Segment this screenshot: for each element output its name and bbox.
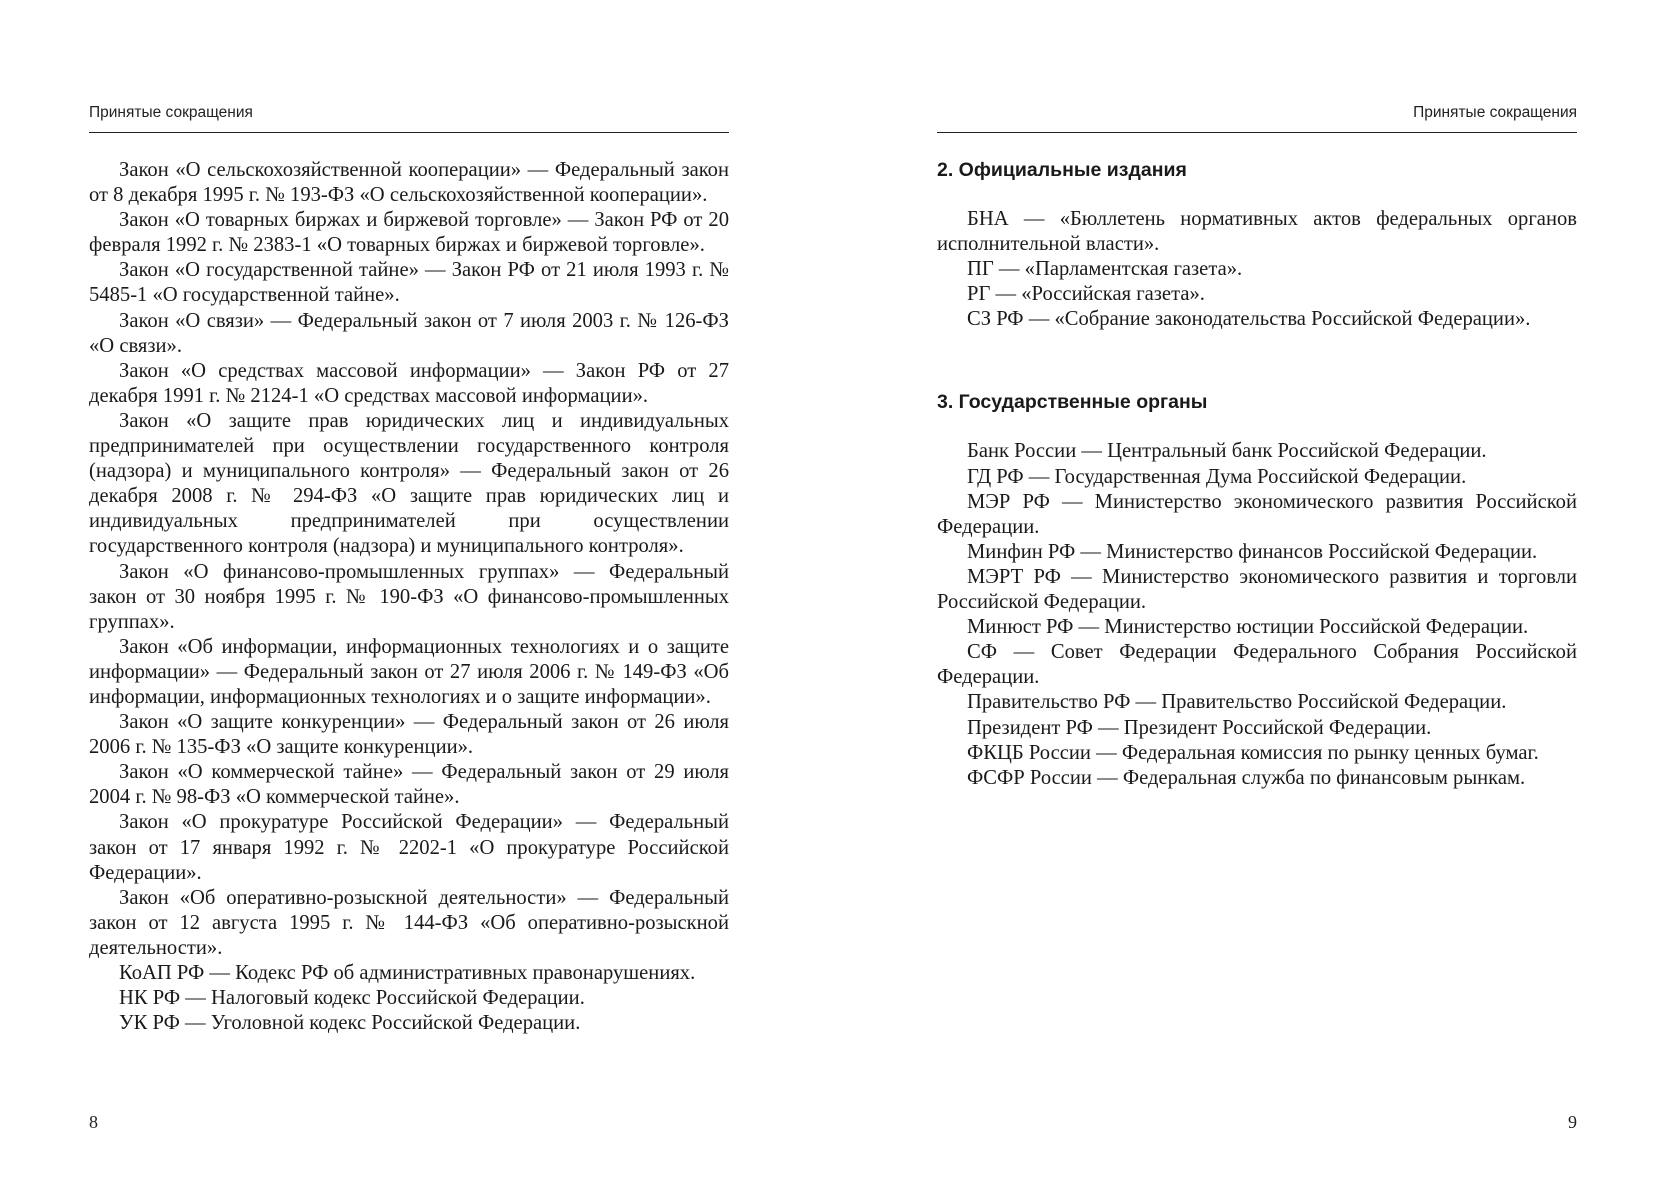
abbreviation-entry: Банк России — Центральный банк Российской Федерации. bbox=[967, 440, 1487, 463]
abbreviation-entry: Закон «О государственной тайне» — Закон РФ от 21 июля 1993 г. № 5485-1 «О государственной тайне». bbox=[89, 259, 729, 307]
section-heading-official-publications: 2. Официальные издания bbox=[937, 159, 1187, 181]
running-head-left: Принятые сокращения bbox=[89, 104, 729, 133]
abbreviation-entry: Закон «О товарных биржах и биржевой торговле» — Закон РФ от 20 февраля 1992 г. № 2383-1 «О товарных биржах и биржевой торговле». bbox=[89, 209, 729, 257]
right-page-body bbox=[937, 158, 1577, 791]
abbreviation-entry: МЭР РФ — Министерство экономического развития Российской Федерации. bbox=[937, 490, 1577, 538]
abbreviation-entry: ПГ — «Парламентская газета». bbox=[967, 258, 1243, 281]
abbreviation-entry: МЭРТ РФ — Министерство экономического развития и торговли Российской Федерации. bbox=[937, 565, 1577, 614]
abbreviation-entry: КоАП РФ — Кодекс РФ об административных правонарушениях. bbox=[119, 962, 696, 984]
abbreviation-entry: НК РФ — Налоговый кодекс Российской Федерации. bbox=[119, 987, 585, 1010]
page-number-left: 8 bbox=[89, 1112, 98, 1132]
abbreviation-entry: Закон «О финансово-промышленных группах» — Федеральный закон от 30 ноября 1995 г. № 190-ФЗ «О финансово-промышленных группах». bbox=[89, 560, 729, 633]
abbreviation-entry: ФКЦБ России — Федеральная комиссия по рынку ценных бумаг. bbox=[967, 741, 1539, 764]
abbreviation-entry: РГ — «Российская газета». bbox=[967, 283, 1205, 306]
abbreviation-entry: Закон «О связи» — Федеральный закон от 7 июля 2003 г. № 126-ФЗ «О связи». bbox=[89, 309, 729, 357]
abbreviation-entry: Закон «О коммерческой тайне» — Федеральный закон от 29 июля 2004 г. № 98-ФЗ «О коммерческой тайне». bbox=[89, 761, 729, 809]
abbreviation-entry: Закон «Об информации, информационных технологиях и о защите информации» — Федеральный закон от 27 июля 2006 г. № 149-ФЗ «Об информации, информационных технологиях и о защите информации». bbox=[89, 635, 729, 708]
abbreviation-entry: УК РФ — Уголовной кодекс Российской Федерации. bbox=[119, 1012, 581, 1035]
abbreviation-entry: СЗ РФ — «Собрание законодательства Российской Федерации». bbox=[967, 308, 1531, 331]
running-head-right: Принятые сокращения bbox=[937, 104, 1577, 133]
abbreviation-entry: Минюст РФ — Министерство юстиции Российской Федерации. bbox=[967, 616, 1529, 639]
abbreviation-entry: БНА — «Бюллетень нормативных актов федеральных органов исполнительной власти». bbox=[937, 208, 1577, 256]
abbreviation-entry: Закон «О прокуратуре Российской Федерации» — Федеральный закон от 17 января 1992 г. № 2202-1 «О прокуратуре Российской Федерации». bbox=[89, 811, 729, 884]
abbreviation-entry: Закон «О средствах массовой информации» — Закон РФ от 27 декабря 1991 г. № 2124-1 «О средствах массовой информации». bbox=[89, 359, 729, 407]
abbreviation-entry: Закон «Об оперативно-розыскной деятельности» — Федеральный закон от 12 августа 1995 г. № 144-ФЗ «Об оперативно-розыскной деятельности». bbox=[89, 886, 729, 959]
abbreviation-entry: Закон «О защите конкуренции» — Федеральный закон от 26 июля 2006 г. № 135-ФЗ «О защите конкуренции». bbox=[89, 711, 729, 759]
right-page bbox=[937, 0, 1577, 1199]
abbreviation-entry: Закон «О защите прав юридических лиц и индивидуальных предпринимателей при осуществлении государственного контроля (надзора) и муниципального контроля» — Федеральный закон от 26 декабря 2008 г. № 294-ФЗ «О защите прав юридических лиц и индивидуальных предпринимателей при осуществлении государственного контроля (надзора) и муниципального контроля». bbox=[89, 409, 729, 558]
abbreviation-entry: Минфин РФ — Министерство финансов Российской Федерации. bbox=[967, 540, 1538, 563]
abbreviation-entry: Закон «О сельскохозяйственной кооперации» — Федеральный закон от 8 декабря 1995 г. № 193-ФЗ «О сельскохозяйственной кооперации». bbox=[89, 159, 729, 207]
abbreviation-entry: Президент РФ — Президент Российской Федерации. bbox=[967, 716, 1432, 739]
section-heading-state-bodies: 3. Государственные органы bbox=[937, 391, 1208, 414]
left-page-body bbox=[89, 158, 729, 1036]
left-page bbox=[89, 0, 729, 1199]
abbreviation-entry: ФСФР России — Федеральная служба по финансовым рынкам. bbox=[967, 766, 1526, 789]
abbreviation-entry: ГД РФ — Государственная Дума Российской Федерации. bbox=[967, 465, 1467, 488]
page-number-right: 9 bbox=[1568, 1112, 1577, 1132]
abbreviation-entry: СФ — Совет Федерации Федерального Собрания Российской Федерации. bbox=[937, 641, 1577, 689]
abbreviation-entry: Правительство РФ — Правительство Российской Федерации. bbox=[967, 691, 1507, 714]
